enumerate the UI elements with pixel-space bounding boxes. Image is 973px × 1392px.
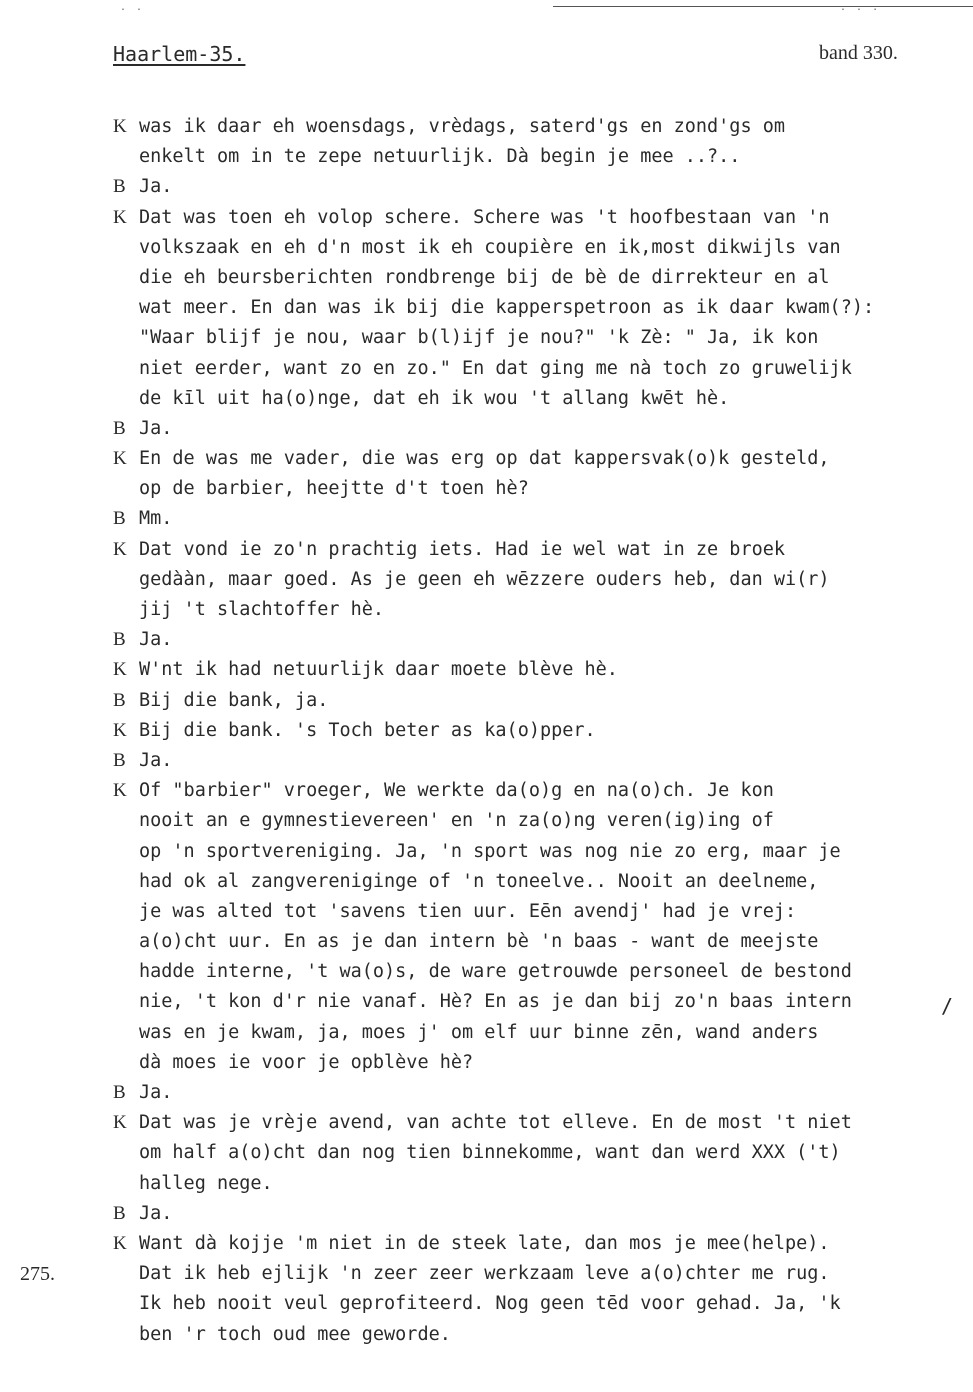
transcript-line bbox=[113, 595, 953, 625]
margin-mark: / bbox=[941, 994, 954, 1018]
utterance-text: de kīl uit ha(o)nge, dat eh ik wou 't allang kwēt hè. bbox=[139, 387, 730, 409]
transcript-line bbox=[113, 384, 953, 414]
utterance-text: Dat was je vrèje avend, van achte tot elleve. En de most 't niet bbox=[139, 1112, 852, 1134]
margin-line-number: 275. bbox=[20, 1263, 55, 1285]
utterance-text: Of "barbier" vroeger, We werkte da(o)g en na(o)ch. Je kon bbox=[139, 780, 774, 802]
utterance-text: hadde interne, 't wa(o)s, de ware getrouwde personeel de bestond bbox=[139, 961, 852, 983]
transcript-line bbox=[113, 172, 953, 202]
utterance-text: Ja. bbox=[139, 629, 173, 651]
transcript-line bbox=[113, 1259, 953, 1289]
utterance-text: gedààn, maar goed. As je geen eh wēzzere ouders heb, dan wi(r) bbox=[139, 568, 830, 590]
utterance-text: Ja. bbox=[139, 176, 173, 198]
utterance-text: nie, 't kon d'r nie vanaf. Hè? En as je dan bij zo'n baas intern bbox=[139, 991, 852, 1013]
transcript-line bbox=[113, 1138, 953, 1168]
utterance-text: Dat was toen eh volop schere. Schere was 't hoofbestaan van 'n bbox=[139, 206, 830, 228]
transcript-line bbox=[113, 957, 953, 987]
transcript-line bbox=[113, 263, 953, 293]
transcript-line bbox=[113, 897, 953, 927]
utterance-text: volkszaak en eh d'n most ik eh coupière en ik,most dikwijls van bbox=[139, 236, 841, 258]
utterance-text: ben 'r toch oud mee geworde. bbox=[139, 1323, 451, 1345]
utterance-text: Ja. bbox=[139, 417, 173, 439]
utterance-text: Bij die bank. 's Toch beter as ka(o)pper. bbox=[139, 719, 596, 741]
speaker-label: K bbox=[113, 116, 127, 137]
utterance-text: je was alted tot 'savens tien uur. Eēn avendj' had je vrej: bbox=[139, 900, 797, 922]
transcript-line bbox=[113, 1108, 953, 1138]
transcript-line bbox=[113, 142, 953, 172]
transcript-line bbox=[113, 504, 953, 534]
utterance-text: Ja. bbox=[139, 1202, 173, 1224]
transcript-line bbox=[113, 1289, 953, 1319]
speaker-label: K bbox=[113, 1112, 127, 1134]
speaker-label: B bbox=[113, 176, 126, 198]
tape-number: band 330. bbox=[819, 42, 898, 64]
speaker-label: K bbox=[113, 538, 127, 560]
transcript-line bbox=[113, 686, 953, 716]
utterance-text: Ik heb nooit veul geprofiteerd. Nog geen tēd voor gehad. Ja, 'k bbox=[139, 1293, 841, 1315]
speaker-label: B bbox=[113, 417, 126, 439]
transcript-line bbox=[113, 716, 953, 746]
speaker-label: B bbox=[113, 1202, 126, 1224]
utterance-text: W'nt ik had netuurlijk daar moete blève hè. bbox=[139, 659, 618, 681]
transcript-line bbox=[113, 1320, 953, 1350]
utterance-text: Dat ik heb ejlijk 'n zeer zeer werkzaam leve a(o)chter me rug. bbox=[139, 1263, 830, 1285]
utterance-text: op 'n sportvereniging. Ja, 'n sport was nog nie zo erg, maar je bbox=[139, 840, 841, 862]
utterance-text: Bij die bank, ja. bbox=[139, 689, 329, 711]
transcript-line bbox=[113, 1199, 953, 1229]
speaker-label: B bbox=[113, 629, 126, 651]
utterance-text: om half a(o)cht dan nog tien binnekomme, want dan werd XXX ('t) bbox=[139, 1142, 841, 1164]
utterance-text: Ja. bbox=[139, 1082, 173, 1103]
utterance-text: Want dà kojje 'm niet in de steek late, dan mos je mee(helpe). bbox=[139, 1232, 830, 1254]
utterance-text: Ja. bbox=[139, 749, 173, 771]
utterance-text: wat meer. En dan was ik bij die kapperspetroon as ik daar kwam(?): bbox=[139, 297, 875, 319]
transcript-line bbox=[113, 474, 953, 504]
utterance-text: "Waar blijf je nou, waar b(l)ijf je nou?" 'k Zè: " Ja, ik kon bbox=[139, 327, 819, 349]
speaker-label: K bbox=[113, 1232, 127, 1254]
transcript-line bbox=[113, 1048, 953, 1078]
top-rule bbox=[553, 6, 973, 7]
speaker-label: B bbox=[113, 508, 126, 530]
utterance-text: jij 't slachtoffer hè. bbox=[139, 599, 385, 620]
transcript-line bbox=[113, 354, 953, 384]
utterance-text: halleg nege. bbox=[139, 1172, 273, 1194]
transcript-line bbox=[113, 625, 953, 655]
utterance-text: Mm. bbox=[139, 508, 173, 530]
speaker-label: K bbox=[113, 719, 127, 741]
transcript-line bbox=[113, 233, 953, 263]
speaker-label: K bbox=[113, 206, 127, 228]
speck-marks: . . bbox=[120, 2, 145, 13]
speck-marks: . . . bbox=[840, 2, 881, 13]
transcript-line bbox=[113, 837, 953, 867]
utterance-text: niet eerder, want zo en zo." En dat ging me nà toch zo gruwelijk bbox=[139, 357, 852, 379]
utterance-text: enkelt om in te zepe netuurlijk. Dà begin je mee ..?.. bbox=[139, 146, 741, 168]
utterance-text: nooit an e gymnestievereen' en 'n za(o)ng veren(ig)ing of bbox=[139, 810, 774, 832]
utterance-text: die eh beursberichten rondbrenge bij de bè de dirrekteur en al bbox=[139, 266, 830, 288]
transcript-line bbox=[113, 203, 953, 233]
utterance-text: was en je kwam, ja, moes j' om elf uur binne zēn, wand anders bbox=[139, 1021, 819, 1043]
transcript-line bbox=[113, 867, 953, 897]
speaker-label: B bbox=[113, 689, 126, 711]
transcript-line bbox=[113, 565, 953, 595]
transcript-line bbox=[113, 293, 953, 323]
transcript-line bbox=[113, 655, 953, 685]
utterance-text: a(o)cht uur. En as je dan intern bè 'n baas - want de meejste bbox=[139, 931, 819, 953]
transcript-line bbox=[113, 323, 953, 353]
transcript-line bbox=[113, 806, 953, 836]
document-location: Haarlem-35. bbox=[113, 42, 246, 66]
speaker-label: B bbox=[113, 1082, 126, 1103]
transcript-line bbox=[113, 1018, 953, 1048]
transcript-line bbox=[113, 1169, 953, 1199]
transcript-line bbox=[113, 414, 953, 444]
transcript-line bbox=[113, 1229, 953, 1259]
utterance-text: dà moes ie voor je opblève hè? bbox=[139, 1051, 474, 1073]
transcript-line bbox=[113, 112, 953, 142]
speaker-label: K bbox=[113, 448, 127, 470]
speaker-label: B bbox=[113, 749, 126, 771]
transcript-line bbox=[113, 776, 953, 806]
utterance-text: was ik daar eh woensdags, vrèdags, saterd'gs en zond'gs om bbox=[139, 116, 786, 137]
utterance-text: Dat vond ie zo'n prachtig iets. Had ie wel wat in ze broek bbox=[139, 538, 786, 560]
speaker-label: K bbox=[113, 780, 127, 802]
speaker-label: K bbox=[113, 659, 127, 681]
transcript-line bbox=[113, 746, 953, 776]
transcript-line bbox=[113, 927, 953, 957]
transcript-body bbox=[113, 112, 953, 1350]
transcript-line bbox=[113, 444, 953, 474]
utterance-text: En de was me vader, die was erg op dat kappersvak(o)k gesteld, bbox=[139, 448, 830, 470]
utterance-text: op de barbier, heejtte d't toen hè? bbox=[139, 478, 529, 500]
utterance-text: had ok al zangvereniginge of 'n toneelve.. Nooit an deelneme, bbox=[139, 870, 819, 892]
transcript-line bbox=[113, 535, 953, 565]
transcript-line bbox=[113, 1078, 953, 1108]
transcript-line bbox=[113, 987, 953, 1017]
